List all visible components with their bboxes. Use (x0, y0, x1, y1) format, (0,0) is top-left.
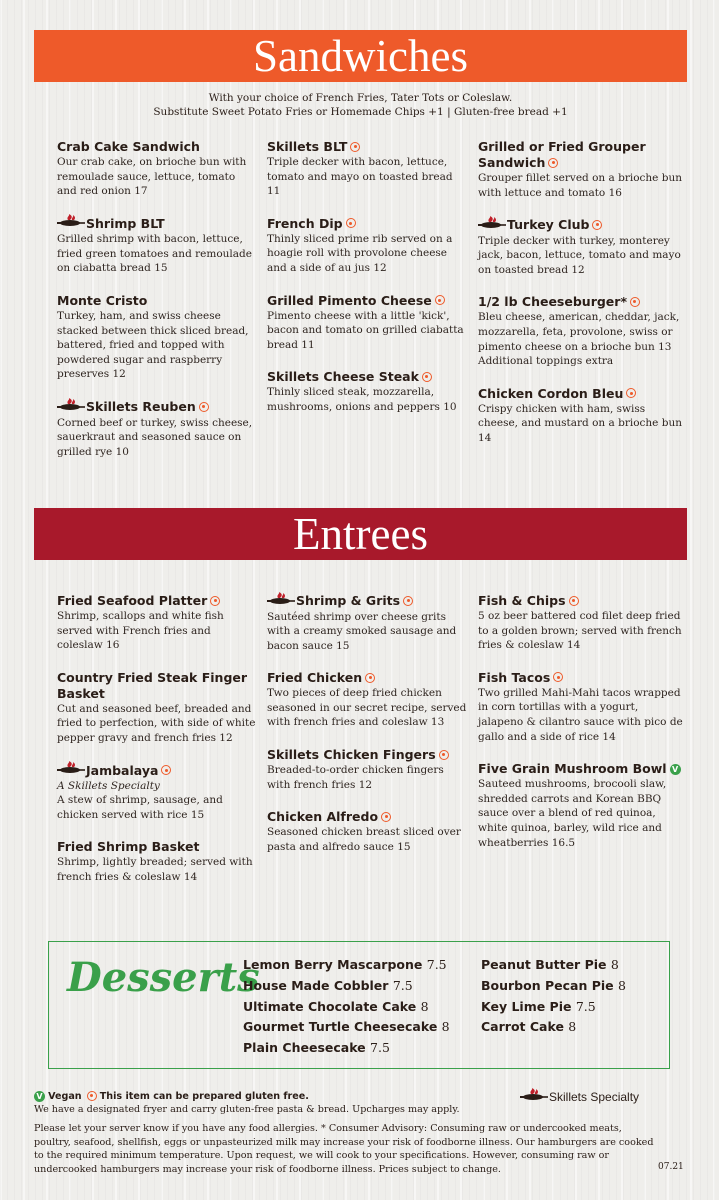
item-description: Two pieces of deep fried chicken seasoned in our secret recipe, served with french fries and coleslaw 13 (267, 687, 467, 729)
item-name: Skillets Cheese Steak (267, 369, 419, 385)
gluten-free-icon (87, 1091, 97, 1101)
item-description: Bleu cheese, american, cheddar, jack, mozzarella, feta, provolone, swiss or pimento cheese on a brioche bun 13 (478, 311, 680, 353)
item-name: Turkey Club (507, 217, 590, 233)
item-description: Pimento cheese with a little 'kick', bacon and tomato on grilled ciabatta bread 11 (267, 309, 464, 351)
dessert-name: Key Lime Pie (481, 998, 572, 1014)
legend (34, 1090, 460, 1116)
item-name: Crab Cake Sandwich (57, 139, 200, 154)
dessert-price: 7.5 (370, 1040, 390, 1056)
entrees-column-1 (57, 593, 257, 901)
item-extra-note: Additional toppings extra (478, 355, 614, 368)
item-name: Jambalaya (86, 762, 159, 778)
dessert-price: 7.5 (392, 977, 413, 993)
menu-item-shrimp-blt (57, 216, 257, 276)
menu-item-crab-cake-sandwich (57, 139, 257, 199)
dessert-item (481, 955, 626, 976)
entrees-column-2 (267, 593, 467, 871)
item-description: Triple decker with turkey, monterey jack, bacon, lettuce, tomato and mayo on toasted bread 12 (478, 234, 681, 276)
menu-item-fried-chicken (267, 670, 467, 730)
entrees-column-3 (478, 593, 683, 867)
item-description: Two grilled Mahi-Mahi tacos wrapped in corn tortillas with a yogurt, jalapeno & cilantro sauce with pico de gallo and a side of rice 14 (478, 686, 683, 743)
gluten-free-icon (161, 765, 171, 775)
menu-item-cheeseburger (478, 294, 683, 368)
menu-item-skillets-reuben (57, 399, 257, 459)
gluten-free-icon (422, 372, 432, 382)
menu-item-jambalaya (57, 763, 257, 823)
gluten-free-icon (381, 812, 391, 822)
gluten-free-icon (626, 388, 636, 398)
gluten-free-icon (199, 402, 209, 412)
dessert-name: House Made Cobbler (243, 977, 389, 993)
consumer-advisory: Please let your server know if you have any food allergies. * Consumer Advisory: Consuming raw or undercooked meats, poultry, seafood, shellfish, eggs or unpasteurized milk may increase your risk of foodborne illness. Our hamburgers are cooked to the required minimum temperature. Upon request, we will cook to your specifications. However, consuming raw or undercooked hamburgers may increase your risk of foodborne illness. Prices subject to change. (34, 1123, 654, 1175)
dessert-name: Plain Cheesecake (243, 1040, 366, 1056)
item-name: Fried Chicken (267, 670, 363, 686)
gluten-free-icon (630, 297, 640, 307)
item-name: Country Fried Steak Finger Basket (57, 669, 248, 701)
item-description: Grouper fillet served on a brioche bun with lettuce and tomato 16 (478, 172, 682, 199)
dessert-name: Ultimate Chocolate Cake (243, 998, 417, 1014)
entrees-banner: Entrees (34, 508, 687, 560)
menu-item-skillets-blt (267, 139, 467, 199)
dessert-item (243, 997, 450, 1018)
menu-item-skillets-cheese-steak (267, 369, 467, 414)
gluten-free-icon (350, 142, 360, 152)
dessert-name: Peanut Butter Pie (481, 957, 607, 972)
item-name: Chicken Alfredo (267, 809, 379, 825)
gluten-free-icon (210, 596, 220, 606)
desserts-box (48, 941, 670, 1069)
item-name: Five Grain Mushroom Bowl (478, 761, 667, 777)
sandwiches-column-1 (57, 139, 257, 476)
item-name: Shrimp BLT (86, 215, 165, 231)
item-specialty-note: A Skillets Specialty (57, 780, 160, 793)
item-name: 1/2 lb Cheeseburger* (478, 294, 627, 310)
dessert-price: 8 (610, 957, 619, 972)
item-description: Our crab cake, on brioche bun with remoulade sauce, lettuce, tomato and red onion 17 (57, 156, 247, 198)
dessert-item (481, 1017, 626, 1038)
gluten-free-icon (569, 596, 579, 606)
dessert-name: Carrot Cake (481, 1019, 564, 1035)
dessert-price: 8 (568, 1019, 577, 1035)
item-description: A stew of shrimp, sausage, and chicken served with rice 15 (57, 794, 223, 821)
item-name: Chicken Cordon Bleu (478, 385, 624, 401)
menu-item-chicken-cordon-bleu (478, 386, 683, 446)
item-name: French Dip (267, 215, 343, 231)
dessert-price: 8 (420, 998, 429, 1014)
gluten-free-icon (592, 220, 602, 230)
skillet-specialty-icon (267, 592, 295, 608)
item-description: Turkey, ham, and swiss cheese stacked between thick sliced bread, battered, fried and topped with powdered sugar and raspberry preserves 12 (57, 310, 249, 381)
menu-item-grouper-sandwich (478, 139, 683, 200)
menu-item-chicken-fingers (267, 747, 467, 792)
dessert-item (481, 997, 626, 1018)
dessert-item (243, 1038, 450, 1059)
gluten-free-icon (548, 158, 558, 168)
item-description: Crispy chicken with ham, swiss cheese, and mustard on a brioche bun 14 (478, 402, 682, 445)
item-name: Fish Tacos (478, 669, 551, 685)
legend-specialty-label: Skillets Specialty (549, 1090, 640, 1105)
skillet-specialty-icon (57, 761, 85, 777)
sandwiches-substitutions: Substitute Sweet Potato Fries or Homemade Chips +1 | Gluten-free bread +1 (153, 106, 568, 118)
menu-item-five-grain-mushroom-bowl (478, 761, 683, 850)
item-name: Skillets BLT (267, 139, 348, 154)
gluten-free-icon (346, 218, 356, 228)
item-name: Grilled or Fried Grouper Sandwich (478, 139, 646, 170)
item-description: Corned beef or turkey, swiss cheese, sauerkraut and seasoned sauce on grilled rye 10 (57, 416, 253, 458)
dessert-item (243, 976, 450, 997)
menu-item-country-fried-steak (57, 670, 257, 746)
item-description: Grilled shrimp with bacon, lettuce, fried green tomatoes and remoulade on ciabatta bread 15 (57, 233, 252, 275)
dessert-item (243, 955, 450, 976)
item-name: Skillets Chicken Fingers (267, 747, 436, 763)
item-description: Thinly sliced prime rib served on a hoagie roll with provolone cheese and a side of au jus 12 (267, 232, 453, 274)
item-name: Grilled Pimento Cheese (267, 292, 432, 308)
item-name: Monte Cristo (57, 293, 148, 309)
vegan-icon: V (34, 1091, 45, 1102)
gluten-free-icon (403, 596, 413, 606)
legend-fryer-note: We have a designated fryer and carry gluten-free pasta & bread. Upcharges may apply. (34, 1104, 460, 1115)
skillet-specialty-icon (520, 1088, 548, 1104)
item-name: Fish & Chips (478, 593, 566, 608)
skillet-specialty-icon (57, 398, 85, 414)
item-name: Skillets Reuben (86, 399, 196, 415)
item-description: Shrimp, lightly breaded; served with french fries & coleslaw 14 (57, 856, 253, 883)
item-name: Shrimp & Grits (296, 593, 401, 608)
dessert-name: Gourmet Turtle Cheesecake (243, 1019, 438, 1035)
sandwiches-column-2 (267, 139, 467, 432)
skillet-specialty-icon (57, 214, 85, 230)
sandwiches-subtitle: With your choice of French Fries, Tater Tots or Coleslaw. (208, 92, 513, 104)
desserts-column-1 (243, 955, 450, 1059)
item-description: Seasoned chicken breast sliced over pasta and alfredo sauce 15 (267, 826, 461, 853)
dessert-price: 8 (617, 977, 626, 993)
menu-item-monte-cristo (57, 293, 257, 382)
gluten-free-icon (553, 672, 563, 682)
item-description: Shrimp, scallops and white fish served with French fries and coleslaw 16 (57, 610, 224, 652)
item-description: Thinly sliced steak, mozzarella, mushrooms, onions and peppers 10 (267, 386, 457, 413)
menu-item-turkey-club (478, 217, 683, 277)
menu-item-fish-chips (478, 593, 683, 653)
skillet-specialty-icon (478, 216, 506, 232)
legend-specialty (520, 1090, 639, 1106)
menu-item-fried-seafood-platter (57, 593, 257, 653)
desserts-title: Desserts (67, 954, 260, 1001)
menu-item-fried-shrimp-basket (57, 839, 257, 884)
menu-item-fish-tacos (478, 670, 683, 744)
dessert-price: 7.5 (426, 957, 447, 972)
item-name: Fried Seafood Platter (57, 593, 208, 608)
item-description: Breaded-to-order chicken fingers with french fries 12 (267, 764, 444, 791)
gluten-free-icon (435, 295, 445, 305)
item-description: Cut and seasoned beef, breaded and fried to perfection, with side of white pepper gravy and french fries 12 (57, 702, 256, 744)
item-name: Fried Shrimp Basket (57, 839, 200, 855)
item-description: 5 oz beer battered cod filet deep fried to a golden brown; served with french fries & coleslaw 14 (478, 610, 682, 652)
item-description: Sauteed mushrooms, brocooli slaw, shredded carrots and Korean BBQ sauce over a blend of red quinoa, white quinoa, barley, wild rice and wheatberries 16.5 (478, 778, 667, 849)
dessert-price: 8 (441, 1019, 450, 1035)
gluten-free-icon (439, 750, 449, 760)
dessert-name: Bourbon Pecan Pie (481, 977, 614, 993)
gluten-free-icon (365, 673, 375, 683)
legend-gluten-free: This item can be prepared gluten free. (99, 1091, 309, 1102)
sandwiches-column-3 (478, 139, 683, 463)
menu-item-chicken-alfredo (267, 809, 467, 854)
menu-version-code: 07.21 (658, 1162, 684, 1172)
menu-item-french-dip (267, 216, 467, 276)
dessert-item (481, 976, 626, 997)
desserts-column-2 (481, 955, 626, 1038)
sandwiches-banner: Sandwiches (34, 30, 687, 82)
legend-line-1 (34, 1090, 460, 1103)
item-description: Sautéed shrimp over cheese grits with a creamy smoked sausage and bacon sauce 15 (267, 610, 457, 652)
menu-item-shrimp-grits (267, 593, 467, 653)
vegan-icon: V (670, 764, 681, 775)
legend-vegan: Vegan (48, 1091, 82, 1102)
dessert-name: Lemon Berry Mascarpone (243, 957, 423, 972)
menu-item-grilled-pimento-cheese (267, 293, 467, 353)
item-description: Triple decker with bacon, lettuce, tomato and mayo on toasted bread 11 (267, 156, 453, 198)
dessert-item (243, 1017, 450, 1038)
dessert-price: 7.5 (575, 998, 596, 1014)
